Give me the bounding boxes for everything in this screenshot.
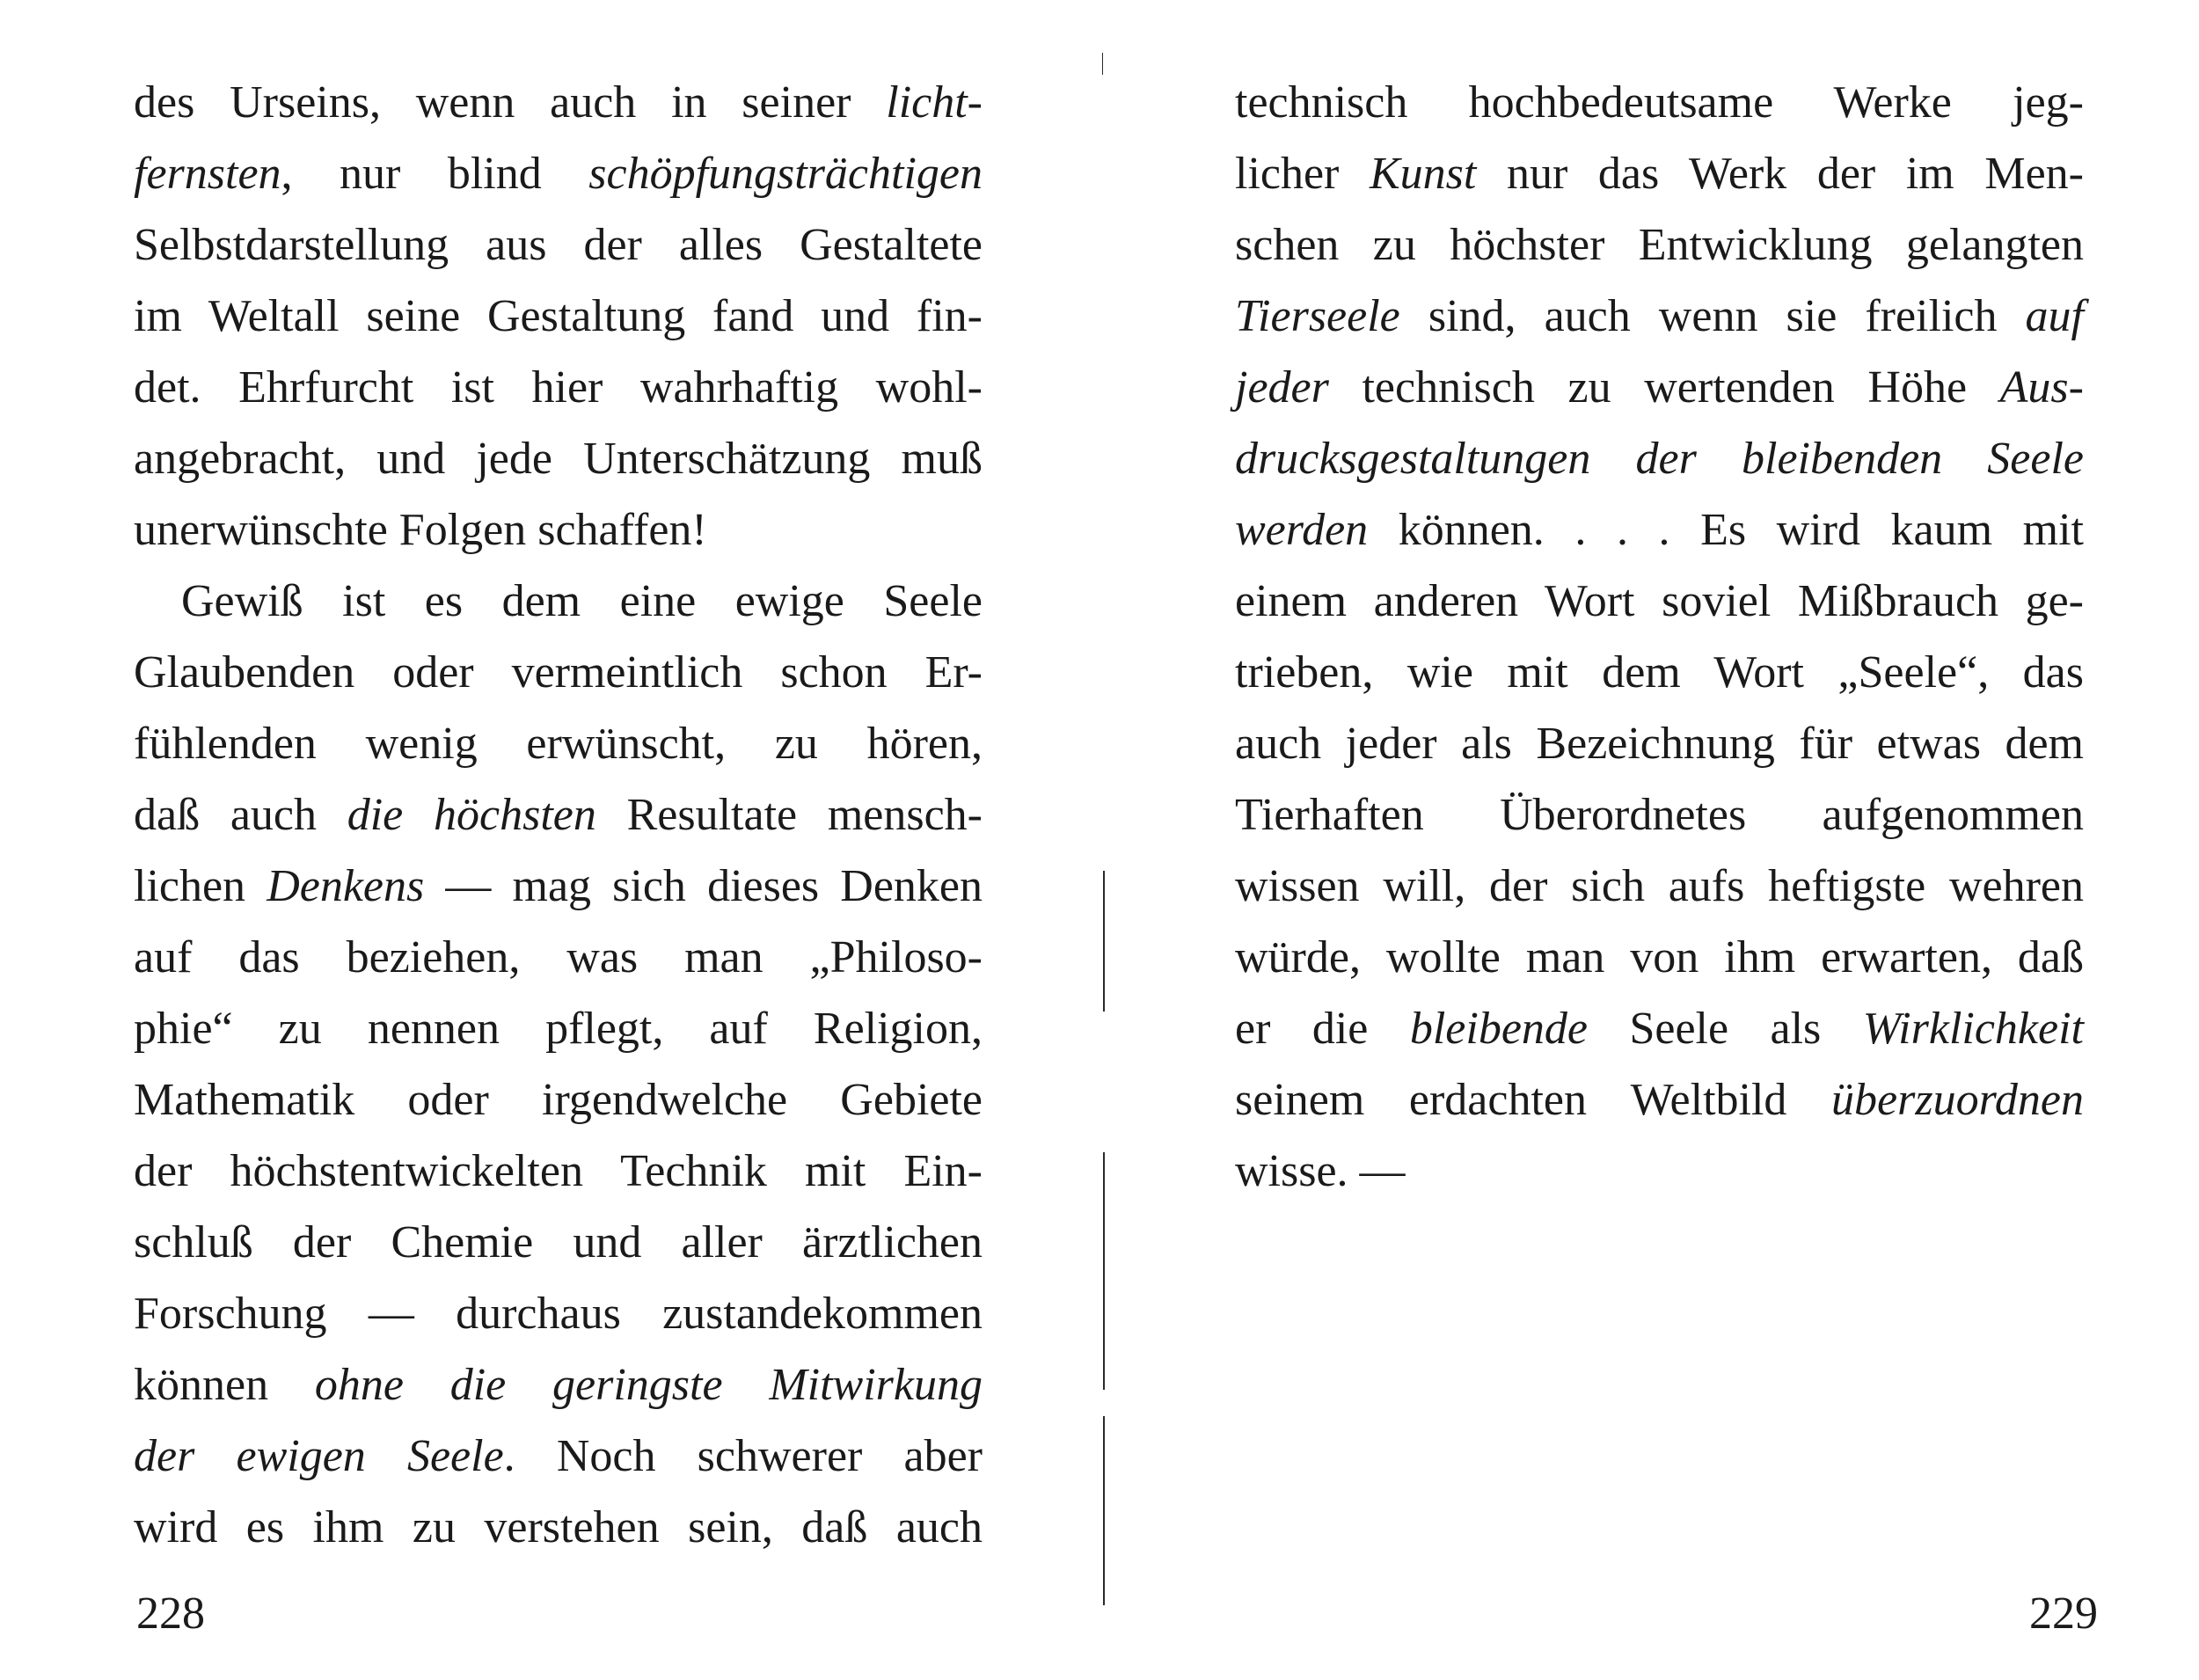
text-line [1235,779,2084,851]
text-segment: technisch zu wertenden Höhe [1328,362,2000,413]
text-segment: phie“ zu nennen pflegt, auf Religion, [134,1004,983,1054]
text-segment: daß auch [134,790,347,840]
italic-text: Aus- [1999,362,2084,413]
italic-text: auf [2025,291,2084,341]
gutter-line [1103,871,1105,1012]
text-segment: im Weltall seine Gestaltung fand und fin- [134,291,983,341]
text-segment: . Noch schwerer aber [503,1431,983,1481]
text-segment: Resultate mensch- [595,790,983,840]
text-segment: auch jeder als Bezeichnung für etwas dem [1235,719,2084,769]
text-line [1235,637,2084,708]
text-line [134,138,983,209]
text-line [134,851,983,922]
left-page-text [134,67,983,1563]
text-line [1235,352,2084,423]
text-line [134,708,983,779]
italic-text: licht- [886,77,983,128]
text-line [134,67,983,138]
text-line [134,1492,983,1563]
right-page-text [1235,67,2084,1207]
text-line [134,993,983,1064]
text-segment: sind, auch wenn sie freilich [1399,291,2026,341]
italic-text: jeder [1235,362,1329,413]
text-segment: licher [1235,149,1370,199]
text-segment: trieben, wie mit dem Wort „Seele“, das [1235,647,2084,698]
text-segment: angebracht, und jede Unterschätzung muß [134,434,983,484]
italic-text: Kunst [1370,149,1477,199]
right-page [1108,0,2199,1680]
text-line [1235,423,2084,494]
text-line [1235,67,2084,138]
text-segment: können. . . . Es wird kaum mit [1368,505,2084,555]
text-segment: der höchstentwickelten Technik mit Ein- [134,1146,983,1196]
text-line [1235,494,2084,566]
text-segment: unerwünschte Folgen schaffen! [134,505,707,555]
italic-text: schöpfungsträchtigen [588,149,983,199]
text-segment: nur das Werk der im Men- [1476,149,2085,199]
text-line [134,779,983,851]
italic-text: überzuordnen [1831,1075,2084,1125]
left-page [0,0,1091,1680]
text-segment: — mag sich dieses Denken [424,861,983,911]
text-line [134,281,983,352]
text-segment: des Urseins, wenn auch in seiner [134,77,887,128]
italic-text: bleibende [1409,1004,1588,1054]
italic-text: die höchsten [347,790,596,840]
italic-text: fernsten [134,149,281,199]
text-line [134,494,983,566]
text-line [1235,993,2084,1064]
text-segment: fühlenden wenig erwünscht, zu hören, [134,719,983,769]
text-line [1235,1064,2084,1136]
page-number-left: 228 [136,1589,205,1639]
text-line [134,1421,983,1492]
page-number-right: 229 [2029,1589,2098,1639]
text-segment: schen zu höchster Entwicklung gelangten [1235,220,2084,270]
text-line [134,1278,983,1349]
text-segment: einem anderen Wort soviel Mißbrauch ge- [1235,576,2084,626]
text-segment: er die [1235,1004,1410,1054]
italic-text: Tierseele [1235,291,1400,341]
text-segment: können [134,1360,315,1410]
text-segment: wisse. — [1235,1146,1406,1196]
text-line [1235,281,2084,352]
text-segment: würde, wollte man von ihm erwarten, daß [1235,932,2084,982]
text-segment: Mathematik oder irgendwelche Gebiete [134,1075,983,1125]
text-segment: Seele als [1587,1004,1863,1054]
italic-text: ohne die geringste Mitwirkung [314,1360,983,1410]
text-segment: Gewiß ist es dem eine ewige Seele [181,576,983,626]
text-line [134,1349,983,1421]
italic-text: der ewigen Seele [134,1431,504,1481]
italic-text: Wirklichkeit [1862,1004,2084,1054]
text-line [134,209,983,281]
text-segment: seinem erdachten Weltbild [1235,1075,1832,1125]
text-line [134,1207,983,1278]
text-segment: technisch hochbedeutsame Werke jeg- [1235,77,2084,128]
italic-text: Denkens [267,861,425,911]
text-line [134,922,983,993]
text-segment: lichen [134,861,267,911]
text-line [1235,209,2084,281]
italic-text: werden [1235,505,1369,555]
text-segment: wird es ihm zu verstehen sein, daß auch [134,1502,983,1552]
gutter-line [1103,1152,1105,1390]
text-segment: Selbstdarstellung aus der alles Gestaltete [134,220,983,270]
text-segment: auf das beziehen, was man „Philoso- [134,932,983,982]
text-line [1235,708,2084,779]
text-line [1235,1136,2084,1207]
text-line [134,637,983,708]
text-segment: Tierhaften Überordnetes aufgenommen [1235,790,2084,840]
text-line [134,352,983,423]
text-segment: Forschung — durchaus zustandekommen [134,1289,983,1339]
gutter-line [1103,1416,1105,1605]
gutter-line [1102,53,1103,75]
text-line [134,1064,983,1136]
text-segment: det. Ehrfurcht ist hier wahrhaftig wohl- [134,362,983,413]
text-line [1235,922,2084,993]
text-segment: , nur blind [281,149,589,199]
text-segment: wissen will, der sich aufs heftigste wehren [1235,861,2084,911]
text-line [1235,138,2084,209]
text-line [134,423,983,494]
text-line [1235,851,2084,922]
text-segment: schluß der Chemie und aller ärztlichen [134,1217,983,1267]
text-line [134,1136,983,1207]
italic-text: drucksgestaltungen der bleibenden Seele [1235,434,2084,484]
text-line [134,566,983,637]
text-segment: Glaubenden oder vermeintlich schon Er- [134,647,983,698]
text-line [1235,566,2084,637]
